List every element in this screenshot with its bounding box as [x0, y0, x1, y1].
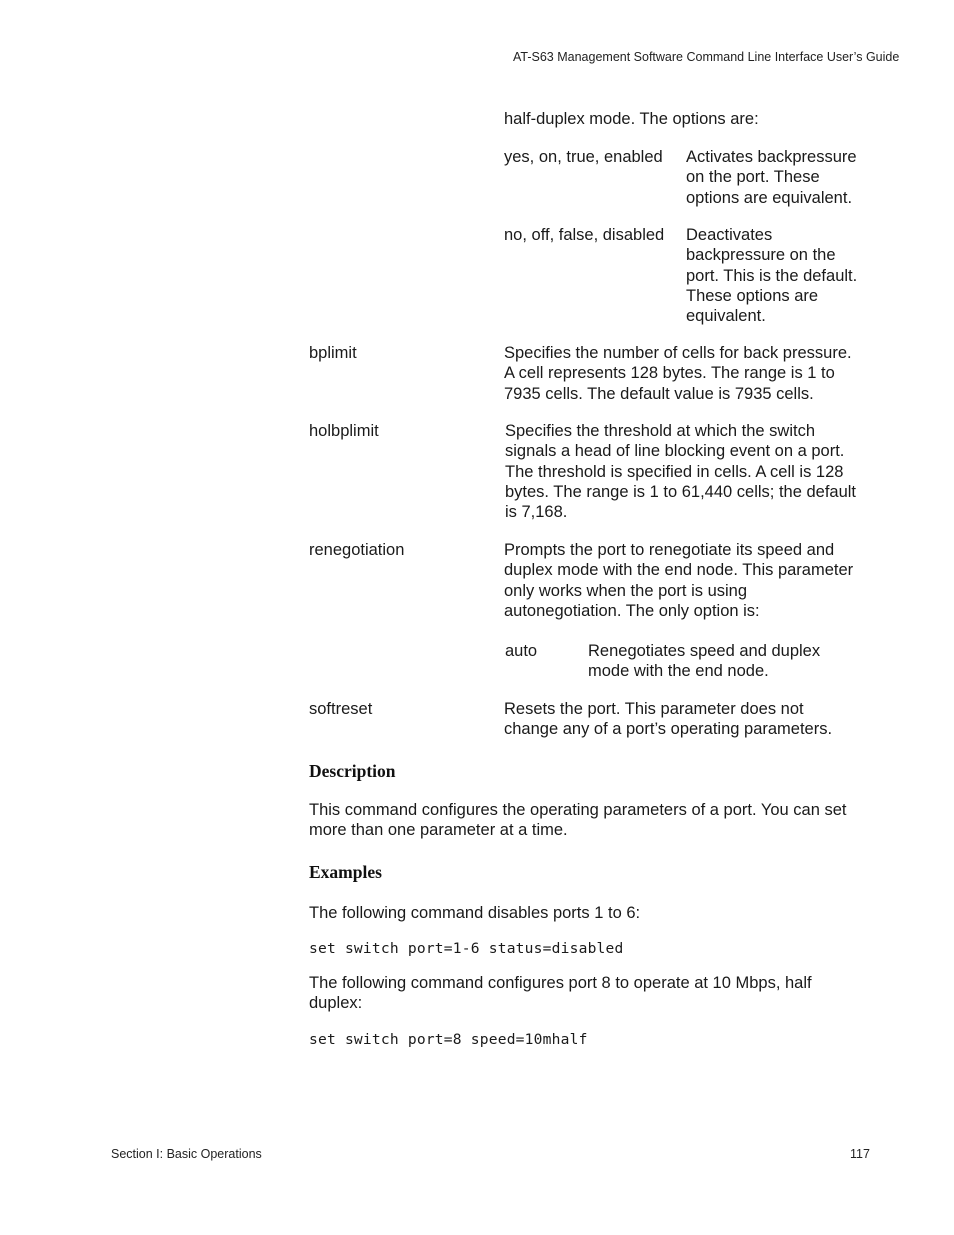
example-code-1: set switch port=1-6 status=disabled [309, 940, 624, 957]
param-name-holbplimit: holbplimit [309, 422, 379, 440]
description-text: This command configures the operating parameters of a port. You can set more than one parameter at a time. [309, 801, 847, 840]
footer-section: Section I: Basic Operations [111, 1147, 262, 1161]
param-name-renegotiation: renegotiation [309, 541, 405, 559]
option-value-enabled: yes, on, true, enabled [504, 148, 663, 166]
option-desc-enabled: Activates backpressure on the port. These options are equivalent. [686, 148, 857, 207]
running-header: AT-S63 Management Software Command Line Interface User’s Guide [513, 50, 900, 64]
option-desc-auto: Renegotiates speed and duplex mode with the end node. [588, 642, 821, 681]
param-desc-softreset: Resets the port. This parameter does not change any of a port’s operating parameters. [504, 700, 833, 739]
example-code-2: set switch port=8 speed=10mhalf [309, 1031, 588, 1048]
option-value-auto: auto [505, 642, 538, 660]
option-value-disabled: no, off, false, disabled [504, 226, 665, 244]
description-heading: Description [309, 761, 396, 781]
examples-heading: Examples [309, 862, 382, 882]
param-desc-holbplimit: Specifies the threshold at which the switch signals a head of line blocking event on a port. The threshold is specified in cells. A cell is 128 bytes. The range is 1 to 61,440 cells; the default is 7,168. [505, 422, 857, 522]
param-name-softreset: softreset [309, 700, 373, 718]
backpressure-intro: half-duplex mode. The options are: [504, 110, 759, 128]
param-desc-bplimit: Specifies the number of cells for back pressure. A cell represents 128 bytes. The range is 1 to 7935 cells. The default value is 7935 cells. [504, 344, 852, 403]
option-desc-disabled: Deactivates backpressure on the port. This is the default. These options are equivalent. [686, 226, 858, 326]
page-number: 117 [850, 1147, 870, 1161]
param-name-bplimit: bplimit [309, 344, 357, 362]
param-desc-renegotiation: Prompts the port to renegotiate its speed and duplex mode with the end node. This parameter only works when the port is using autonegotiation. The only option is: [504, 541, 854, 620]
example-intro-2: The following command configures port 8 to operate at 10 Mbps, half duplex: [309, 974, 812, 1013]
example-intro-1: The following command disables ports 1 to 6: [309, 904, 641, 922]
